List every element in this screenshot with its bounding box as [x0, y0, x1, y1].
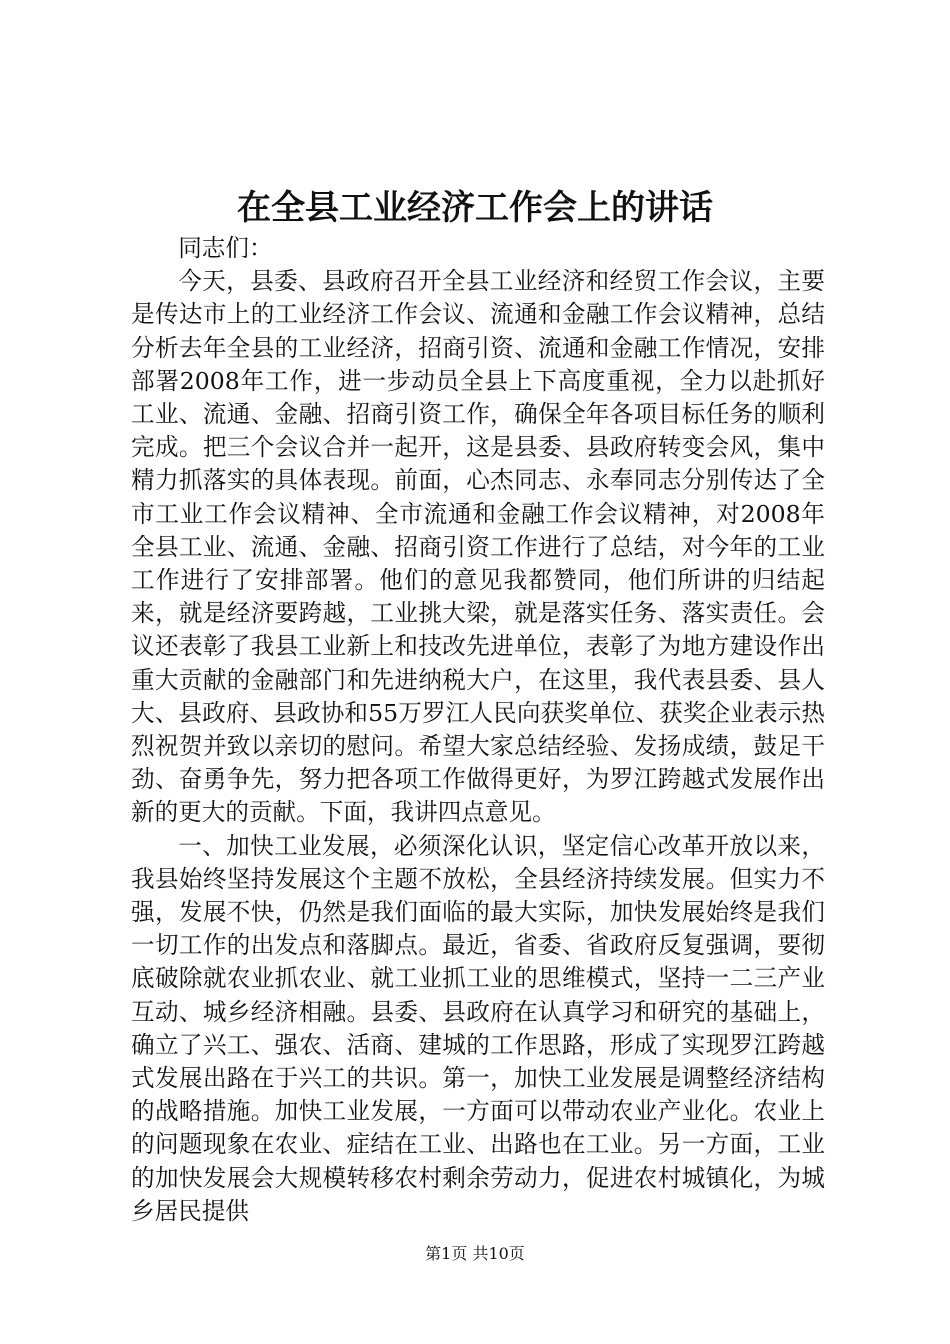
- paragraph-2: 一、加快工业发展，必须深化认识，坚定信心改革开放以来，我县始终坚持发展这个主题不放松，全县经济持续发展。但实力不强，发展不快，仍然是我们面临的最大实际，加快发展始终是我们一切工作的出发点和落脚点。最近，省委、省政府反复强调，要彻底破除就农业抓农业、就工业抓工业的思维模式，坚持一二三产业互动、城乡经济相融。县委、县政府在认真学习和研究的基础上，确立了兴工、强农、活商、建城的工作思路，形成了实现罗江跨越式发展出路在于兴工的共识。第一，加快工业发展是调整经济结构的战略措施。加快工业发展，一方面可以带动农业产业化。农业上的问题现象在农业、症结在工业、出路也在工业。另一方面，工业的加快发展会大规模转移农村剩余劳动力，促进农村城镇化，为城乡居民提供: [131, 831, 825, 1225]
- salutation: 同志们：: [178, 234, 273, 262]
- paragraph-1: 今天，县委、县政府召开全县工业经济和经贸工作会议，主要是传达市上的工业经济工作会议、流通和金融工作会议精神，总结分析去年全县的工业经济，招商引资、流通和金融工作情况，安排部署2008年工作，进一步动员全县上下高度重视，全力以赴抓好工业、流通、金融、招商引资工作，确保全年各项目标任务的顺利完成。把三个会议合并一起开，这是县委、县政府转变会风，集中精力抓落实的具体表现。前面，心杰同志、永奉同志分别传达了全市工业工作会议精神、全市流通和金融工作会议精神，对2008年全县工业、流通、金融、招商引资工作进行了总结，对今年的工业工作进行了安排部署。他们的意见我都赞同，他们所讲的归结起来，就是经济要跨越，工业挑大梁，就是落实任务、落实责任。会议还表彰了我县工业新上和技改先进单位，表彰了为地方建设作出重大贡献的金融部门和先进纳税大户，在这里，我代表县委、县人大、县政府、县政协和55万罗江人民向获奖单位、获奖企业表示热烈祝贺并致以亲切的慰问。希望大家总结经验、发扬成绩，鼓足干劲、奋勇争先，努力把各项工作做得更好，为罗江跨越式发展作出新的更大的贡献。下面，我讲四点意见。: [131, 267, 825, 827]
- page-number-footer: 第1页 共10页: [425, 1244, 525, 1263]
- document-title: 在全县工业经济工作会上的讲话: [237, 188, 713, 228]
- document-body: [131, 232, 825, 1228]
